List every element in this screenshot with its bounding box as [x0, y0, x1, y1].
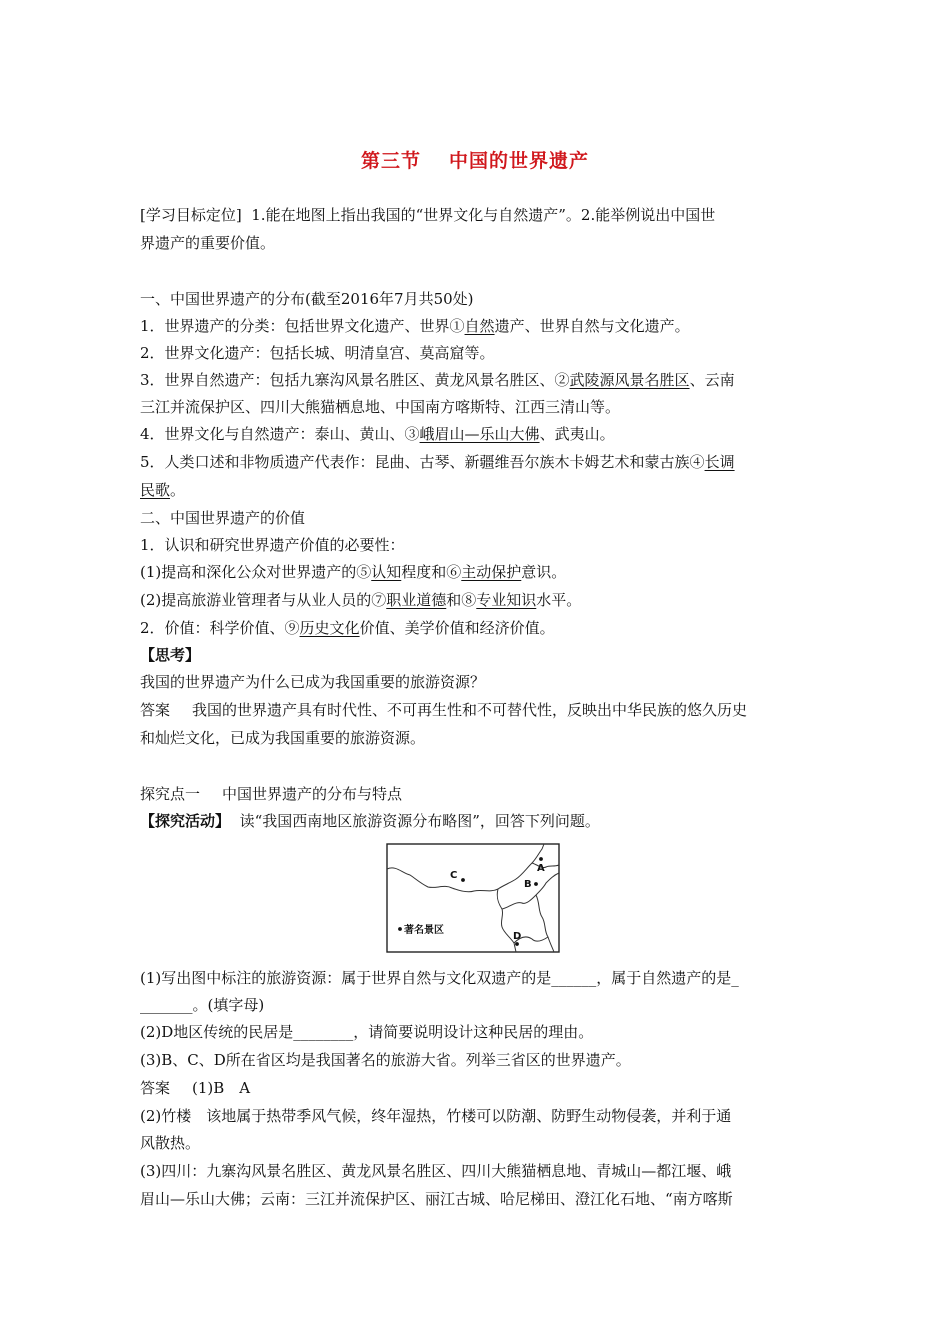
objectives-tag: [学习目标定位]: [140, 206, 242, 224]
map-point-b: [534, 882, 538, 886]
activity-tag: 【探究活动】: [140, 812, 231, 830]
objectives-line1: [学习目标定位] 1.能在地图上指出我国的“世界文化与自然遗产”。2.能举例说出中国世: [140, 206, 716, 224]
answer-blank: 自然: [464, 317, 495, 335]
map-point-d: [515, 942, 519, 946]
think-tag: 【思考】: [140, 646, 201, 664]
answer-blank: 峨眉山—乐山大佛: [419, 425, 540, 443]
answer-blank: 武陵源风景名胜区: [569, 371, 690, 389]
answer-label: 答案: [140, 1079, 171, 1097]
map-label-b: B: [524, 879, 532, 890]
section2-item2: 2．价值：科学价值、⑨历史文化价值、美学价值和经济价值。: [140, 619, 555, 637]
title-text: 中国的世界遗产: [449, 150, 590, 172]
page-title: [0, 146, 950, 173]
map-label-c: C: [450, 870, 458, 881]
section1-item3-cont: 三江并流保护区、四川大熊猫栖息地、中国南方喀斯特、江西三清山等。: [140, 398, 621, 416]
answer-label: 答案: [140, 701, 171, 719]
explore-activity: 【探究活动】 读“我国西南地区旅游资源分布略图”，回答下列问题。: [140, 812, 600, 830]
section2-item1: 1．认识和研究世界遗产价值的必要性：: [140, 536, 405, 554]
section1-item5-cont: 民歌。: [140, 481, 186, 499]
map-point-a: [539, 857, 543, 861]
section1-item3: 3．世界自然遗产：包括九寨沟风景名胜区、黄龙风景名胜区、②武陵源风景名胜区、云南: [140, 371, 735, 389]
section1-item4: 4．世界文化与自然遗产：泰山、黄山、③峨眉山—乐山大佛、武夷山。: [140, 425, 615, 443]
title-section-number: 第三节: [360, 150, 421, 172]
objectives-line2: 界遗产的重要价值。: [140, 234, 276, 252]
explore-answer-line1: 答案 (1)B A: [140, 1079, 251, 1097]
answer-blank: 专业知识: [476, 591, 537, 609]
answer2-line2: 风散热。: [140, 1134, 201, 1152]
section1-item2: 2．世界文化遗产：包括长城、明清皇宫、莫高窟等。: [140, 344, 495, 362]
answer-blank: 认知: [371, 563, 402, 581]
think-answer-line2: 和灿烂文化，已成为我国重要的旅游资源。: [140, 729, 426, 747]
section1-item5: 5．人类口述和非物质遗产代表作：昆曲、古琴、新疆维吾尔族木卡姆艺术和蒙古族④长调: [140, 453, 735, 471]
think-answer-line1: 答案 我国的世界遗产具有时代性、不可再生性和不可替代性，反映出中华民族的悠久历史: [140, 701, 748, 719]
map-label-d: D: [513, 931, 522, 942]
answer-blank: 历史文化: [299, 619, 360, 637]
section1-heading: 一、中国世界遗产的分布(截至2016年7月共50处): [140, 290, 474, 308]
section2-heading: 二、中国世界遗产的价值: [140, 509, 306, 527]
answer3-line2: 眉山—乐山大佛；云南：三江并流保护区、丽江古城、哈尼梯田、澄江化石地、“南方喀斯: [140, 1190, 733, 1208]
southwest-tourism-map: [386, 843, 560, 953]
answer-blank: 民歌: [140, 481, 171, 499]
question3: (3)B、C、D所在省区均是我国著名的旅游大省。列举三省区的世界遗产。: [140, 1051, 631, 1069]
section2-sub2: (2)提高旅游业管理者与从业人员的⑦职业道德和⑧专业知识水平。: [140, 591, 582, 609]
question2: (2)D地区传统的民居是________，请简要说明设计这种民居的理由。: [140, 1023, 594, 1041]
answer3-line1: (3)四川：九寨沟风景名胜区、黄龙风景名胜区、四川大熊猫栖息地、青城山—都江堰、峨: [140, 1162, 732, 1180]
legend-dot: [398, 927, 402, 931]
question1-line1: (1)写出图中标注的旅游资源：属于世界自然与文化双遗产的是______，属于自然遗产的是_: [140, 969, 739, 987]
map-point-c: [461, 878, 465, 882]
answer-blank: 主动保护: [461, 563, 522, 581]
section1-item1: 1．世界遗产的分类：包括世界文化遗产、世界①自然遗产、世界自然与文化遗产。: [140, 317, 690, 335]
map-label-a: A: [537, 863, 545, 874]
question1-line2: _______。(填字母): [140, 996, 265, 1014]
answer-blank: 长调: [704, 453, 735, 471]
think-question: 我国的世界遗产为什么已成为我国重要的旅游资源？: [140, 673, 486, 691]
answer-blank: 职业道德: [386, 591, 447, 609]
map-legend: 著名景区: [404, 925, 444, 936]
section2-sub1: (1)提高和深化公众对世界遗产的⑤认知程度和⑥主动保护意识。: [140, 563, 567, 581]
explore-point-heading: 探究点一 中国世界遗产的分布与特点: [140, 785, 403, 803]
answer2-line1: (2)竹楼 该地属于热带季风气候，终年湿热，竹楼可以防潮、防野生动物侵袭，并利于通: [140, 1107, 732, 1125]
